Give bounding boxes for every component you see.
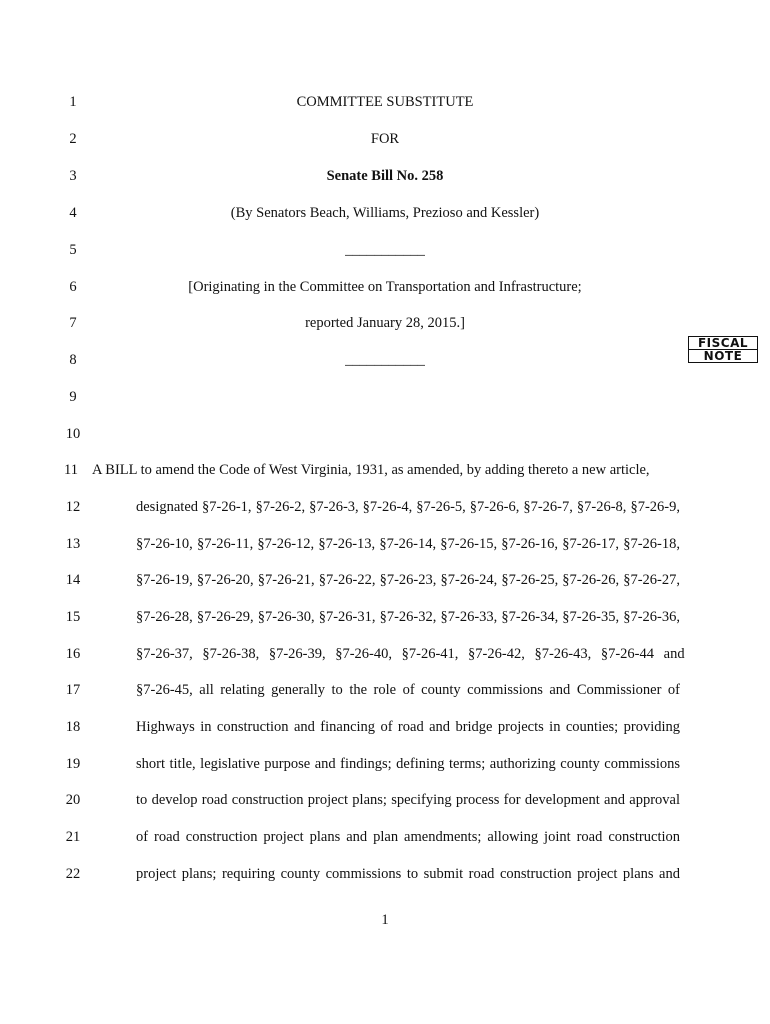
line-number: 1	[69, 94, 77, 110]
separator-rule: ___________	[345, 242, 425, 258]
line-number: 4	[69, 205, 77, 221]
line-number: 6	[69, 279, 77, 295]
line-number: 12	[65, 499, 81, 515]
sponsors: (By Senators Beach, Williams, Prezioso and Kessler)	[230, 205, 540, 221]
line-number: 5	[69, 242, 77, 258]
line-number: 10	[65, 426, 81, 442]
line-number: 21	[65, 829, 81, 845]
bill-text-line: §7-26-28, §7-26-29, §7-26-30, §7-26-31, §7-26-32, §7-26-33, §7-26-34, §7-26-35, §7-26-36,	[136, 609, 680, 625]
origin-line: [Originating in the Committee on Transportation and Infrastructure;	[188, 279, 582, 295]
line-number: 20	[65, 792, 81, 808]
document-title: COMMITTEE SUBSTITUTE	[296, 94, 474, 110]
bill-text-line: to develop road construction project plans; specifying process for development and approval	[136, 792, 680, 808]
bill-text-line: project plans; requiring county commissions to submit road construction project plans and	[136, 866, 680, 882]
bill-text-line: §7-26-19, §7-26-20, §7-26-21, §7-26-22, §7-26-23, §7-26-24, §7-26-25, §7-26-26, §7-26-27,	[136, 572, 680, 588]
line-number: 8	[69, 352, 77, 368]
for-label: FOR	[370, 131, 400, 147]
bill-text-line: Highways in construction and financing of road and bridge projects in counties; providing	[136, 719, 680, 735]
line-number: 22	[65, 866, 81, 882]
line-number: 3	[69, 168, 77, 184]
fiscal-note-stamp	[688, 336, 758, 363]
bill-text-line: of road construction project plans and plan amendments; allowing joint road construction	[136, 829, 680, 845]
line-number: 15	[65, 609, 81, 625]
line-number: 9	[69, 389, 77, 405]
line-number: 17	[65, 682, 81, 698]
bill-text-line: designated §7-26-1, §7-26-2, §7-26-3, §7-26-4, §7-26-5, §7-26-6, §7-26-7, §7-26-8, §7-26-9,	[136, 499, 680, 515]
stamp-line: NOTE	[688, 350, 758, 363]
bill-text-line: short title, legislative purpose and findings; defining terms; authorizing county commissions	[136, 756, 680, 772]
line-number: 18	[65, 719, 81, 735]
bill-number: Senate Bill No. 258	[326, 168, 444, 184]
line-number: 7	[69, 315, 77, 331]
bill-text-line: §7-26-10, §7-26-11, §7-26-12, §7-26-13, §7-26-14, §7-26-15, §7-26-16, §7-26-17, §7-26-18,	[136, 536, 680, 552]
line-number: 13	[65, 536, 81, 552]
bill-text-line: A BILL to amend the Code of West Virginia, 1931, as amended, by adding thereto a new article,	[92, 462, 650, 478]
page-number: 1	[381, 912, 389, 928]
line-number: 19	[65, 756, 81, 772]
separator-rule: ___________	[345, 352, 425, 368]
line-number: 11	[64, 462, 78, 478]
line-number: 16	[65, 646, 81, 662]
stamp-line: FISCAL	[688, 336, 758, 350]
bill-text-line: §7-26-45, all relating generally to the role of county commissions and Commissioner of	[136, 682, 680, 698]
line-number: 2	[69, 131, 77, 147]
bill-text-line: §7-26-37, §7-26-38, §7-26-39, §7-26-40, §7-26-41, §7-26-42, §7-26-43, §7-26-44 and	[136, 646, 685, 662]
reported-line: reported January 28, 2015.]	[305, 315, 465, 331]
line-number: 14	[65, 572, 81, 588]
